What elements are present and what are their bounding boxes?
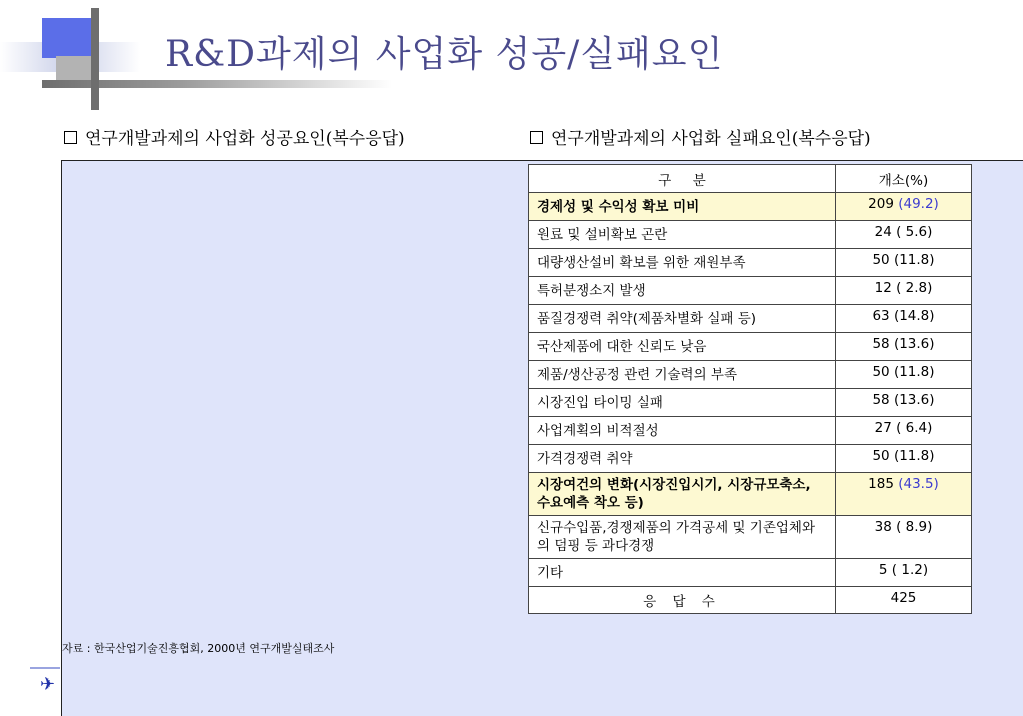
row-value <box>836 333 972 361</box>
table-row <box>529 417 972 445</box>
table-row <box>529 559 972 587</box>
row-category: 시장여건의 변화(시장진입시기, 시장규모축소, 수요예측 착오 등) <box>529 473 836 516</box>
row-count: 58 <box>872 336 890 352</box>
row-percent: (13.6) <box>893 336 935 352</box>
checkbox-bullet-icon <box>530 131 543 144</box>
column-header-value: 개소(%) <box>836 165 972 193</box>
row-category: 특허분쟁소지 발생 <box>529 277 836 305</box>
source-note: 자료 : 한국산업기술진흥협회, 2000년 연구개발실태조사 <box>62 642 335 655</box>
row-percent: (11.8) <box>893 448 935 464</box>
row-percent: ( 1.2) <box>891 562 929 578</box>
total-label: 응 답 수 <box>529 587 836 614</box>
row-value <box>836 193 972 221</box>
row-value <box>836 473 972 516</box>
row-count: 38 <box>874 519 892 535</box>
row-count: 209 <box>868 196 894 212</box>
row-category: 국산제품에 대한 신뢰도 낮음 <box>529 333 836 361</box>
row-value <box>836 221 972 249</box>
row-category: 대량생산설비 확보를 위한 재원부족 <box>529 249 836 277</box>
row-percent: (11.8) <box>893 364 935 380</box>
row-count: 63 <box>872 308 890 324</box>
row-category: 시장진입 타이밍 실패 <box>529 389 836 417</box>
failure-factors-heading <box>530 124 871 149</box>
total-value: 425 <box>836 587 972 614</box>
row-percent: (11.8) <box>893 252 935 268</box>
success-factors-heading <box>64 124 405 149</box>
footer-logo-icon: ✈ <box>40 674 56 695</box>
column-header-category: 구 분 <box>529 165 836 193</box>
row-count: 27 <box>874 420 892 436</box>
failure-heading-text: 연구개발과제의 사업화 실패요인(복수응답) <box>551 129 871 149</box>
row-category: 제품/생산공정 관련 기술력의 부족 <box>529 361 836 389</box>
table-row <box>529 193 972 221</box>
failure-factors-table <box>528 164 972 614</box>
table-row <box>529 249 972 277</box>
table-row <box>529 305 972 333</box>
table-row <box>529 389 972 417</box>
table-row <box>529 221 972 249</box>
row-percent: (13.6) <box>893 392 935 408</box>
footer-divider <box>30 667 60 669</box>
row-count: 24 <box>874 224 892 240</box>
row-count: 5 <box>878 562 888 578</box>
row-value <box>836 361 972 389</box>
row-value <box>836 559 972 587</box>
checkbox-bullet-icon <box>64 131 77 144</box>
row-percent: ( 2.8) <box>896 280 933 296</box>
row-category: 품질경쟁력 취약(제품차별화 실패 등) <box>529 305 836 333</box>
row-count: 58 <box>872 392 890 408</box>
table-row <box>529 516 972 559</box>
row-percent: (49.2) <box>898 196 939 212</box>
success-heading-text: 연구개발과제의 사업화 성공요인(복수응답) <box>85 129 405 149</box>
page-title: R&D과제의 사업화 성공/실패요인 <box>165 34 724 75</box>
row-value <box>836 305 972 333</box>
row-count: 12 <box>874 280 892 296</box>
row-percent: ( 5.6) <box>896 224 933 240</box>
row-count: 185 <box>868 476 894 492</box>
row-value <box>836 389 972 417</box>
header-blue-block <box>42 18 94 58</box>
row-category: 기타 <box>529 559 836 587</box>
table-row <box>529 361 972 389</box>
row-count: 50 <box>872 448 890 464</box>
table-row <box>529 473 972 516</box>
row-value <box>836 516 972 559</box>
row-value <box>836 277 972 305</box>
row-category: 신규수입품,경쟁제품의 가격공세 및 기존업체와의 덤핑 등 과다경쟁 <box>529 516 836 559</box>
row-percent: ( 6.4) <box>896 420 933 436</box>
table-header-row <box>529 165 972 193</box>
row-count: 50 <box>872 364 890 380</box>
row-percent: (43.5) <box>898 476 939 492</box>
table-row <box>529 445 972 473</box>
row-value <box>836 417 972 445</box>
header-vertical-rule <box>91 8 99 110</box>
row-category: 경제성 및 수익성 확보 미비 <box>529 193 836 221</box>
table-row <box>529 333 972 361</box>
row-value <box>836 445 972 473</box>
row-percent: (14.8) <box>893 308 935 324</box>
table-row <box>529 277 972 305</box>
row-category: 원료 및 설비확보 곤란 <box>529 221 836 249</box>
row-category: 가격경쟁력 취약 <box>529 445 836 473</box>
row-category: 사업계획의 비적절성 <box>529 417 836 445</box>
row-count: 50 <box>872 252 890 268</box>
table-total-row <box>529 587 972 614</box>
row-value <box>836 249 972 277</box>
row-percent: ( 8.9) <box>896 519 933 535</box>
